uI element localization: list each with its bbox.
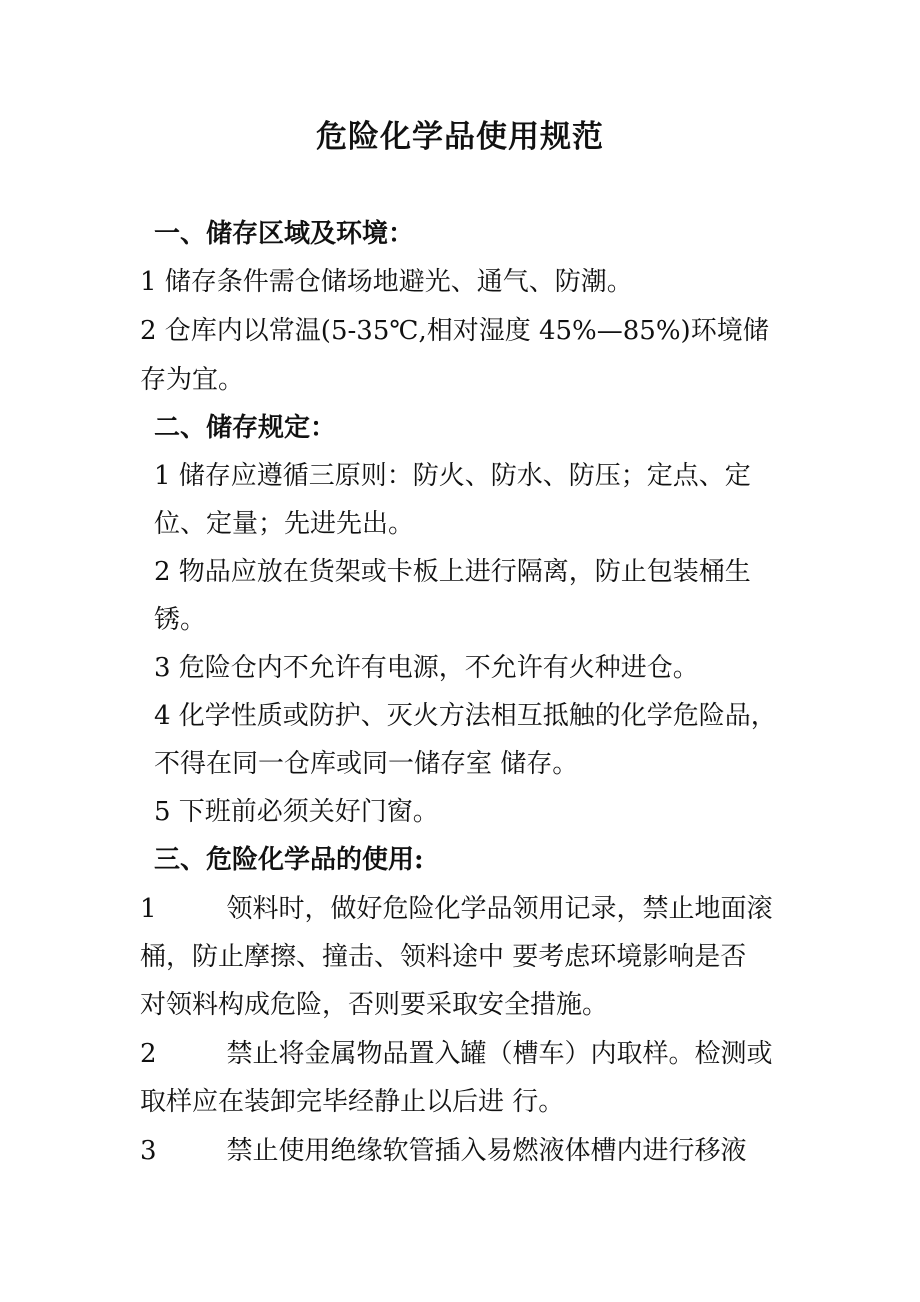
item-number: 3 xyxy=(140,1136,157,1166)
paragraph-line: 3 危险仓内不允许有电源，不允许有火种进仓。 xyxy=(154,653,699,683)
numbered-paragraph-line xyxy=(140,1127,747,1175)
document-title: 危险化学品使用规范 xyxy=(316,119,604,155)
paragraph-line: 4 化学性质或防护、灭火方法相互抵触的化学危险品， xyxy=(154,701,777,731)
item-number: 2 xyxy=(140,1039,157,1069)
paragraph-line: 1 储存条件需仓储场地避光、通气、防潮。 xyxy=(140,267,633,297)
section-heading-storage-environment: 一、储存区域及环境： xyxy=(154,219,415,249)
paragraph-line: 2 仓库内以常温(5-35℃,相对湿度 45%—85%)环境储 xyxy=(140,316,769,346)
paragraph-line: 对领料构成危险，否则要采取安全措施。 xyxy=(140,990,609,1020)
paragraph-line: 锈。 xyxy=(154,605,207,635)
paragraph-line: 不得在同一仓库或同一储存室 储存。 xyxy=(154,749,579,779)
section-heading-usage: 三、危险化学品的使用: xyxy=(154,845,424,875)
numbered-paragraph-line xyxy=(140,1030,773,1078)
item-number: 1 xyxy=(140,894,157,924)
paragraph-line: 存为宜。 xyxy=(140,365,245,395)
item-text: 禁止将金属物品置入罐（槽车）内取样。检测或 xyxy=(226,1039,773,1069)
paragraph-line: 位、定量；先进先出。 xyxy=(154,509,415,539)
item-text: 禁止使用绝缘软管插入易燃液体槽内进行移液 xyxy=(226,1136,747,1166)
paragraph-line: 1 储存应遵循三原则：防火、防水、防压；定点、定 xyxy=(154,461,751,491)
item-text: 领料时，做好危险化学品领用记录，禁止地面滚 xyxy=(226,894,773,924)
section-heading-storage-rules: 二、储存规定： xyxy=(154,413,337,443)
paragraph-line: 5 下班前必须关好门窗。 xyxy=(154,797,439,827)
paragraph-line: 2 物品应放在货架或卡板上进行隔离，防止包装桶生 xyxy=(154,557,751,587)
numbered-paragraph-line xyxy=(140,885,773,933)
paragraph-line: 桶，防止摩擦、撞击、领料途中 要考虑环境影响是否 xyxy=(140,942,747,972)
paragraph-line: 取样应在装卸完毕经静止以后进 行。 xyxy=(140,1087,565,1117)
